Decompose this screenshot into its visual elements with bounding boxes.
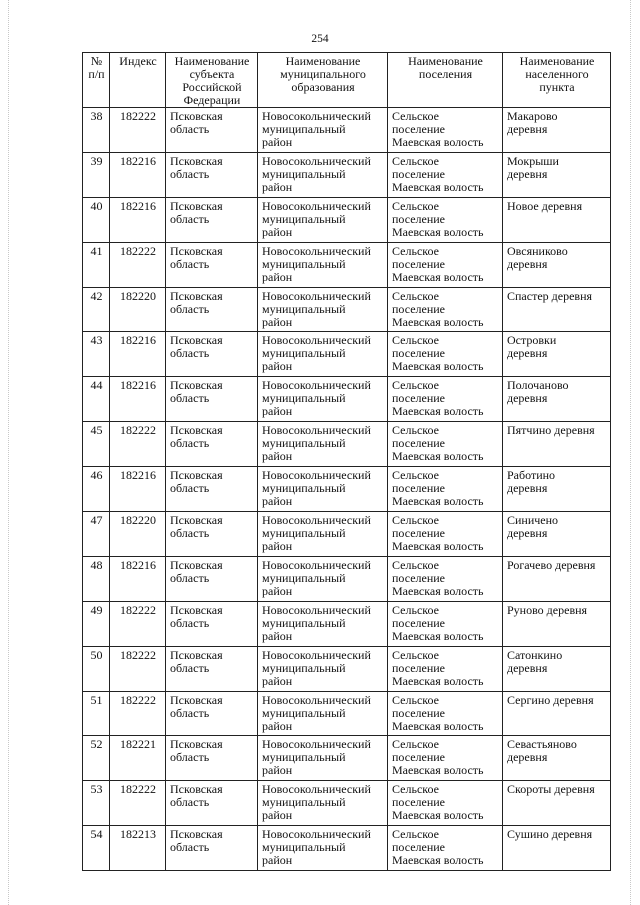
cell-num: 51 [83,691,110,736]
table-row [83,377,611,422]
cell-subject: Псковская область [166,826,258,871]
table-row [83,197,611,242]
cell-locality: Сергино деревня [503,691,611,736]
cell-num: 54 [83,826,110,871]
table-row [83,467,611,512]
cell-subject: Псковская область [166,197,258,242]
table-row [83,242,611,287]
table-row [83,691,611,736]
cell-index: 182222 [110,691,166,736]
cell-index: 182216 [110,197,166,242]
table-row [83,781,611,826]
page-number: 254 [311,33,329,45]
table-row [83,736,611,781]
cell-num: 42 [83,287,110,332]
cell-municipal: Новосокольнический муниципальный район [258,736,388,781]
table-row [83,512,611,557]
cell-settlement: Сельское поселение Маевская волость [388,601,503,646]
header-index: Индекс [110,53,166,108]
cell-subject: Псковская область [166,512,258,557]
cell-index: 182222 [110,601,166,646]
cell-num: 53 [83,781,110,826]
cell-locality: Рогачево деревня [503,556,611,601]
cell-settlement: Сельское поселение Маевская волость [388,691,503,736]
cell-settlement: Сельское поселение Маевская волость [388,826,503,871]
scan-edge-right [630,0,632,905]
cell-municipal: Новосокольнический муниципальный район [258,108,388,153]
cell-subject: Псковская область [166,601,258,646]
cell-subject: Псковская область [166,781,258,826]
cell-index: 182213 [110,826,166,871]
table-row [83,108,611,153]
cell-subject: Псковская область [166,646,258,691]
cell-index: 182220 [110,512,166,557]
cell-settlement: Сельское поселение Маевская волость [388,242,503,287]
cell-locality: Спастер деревня [503,287,611,332]
cell-settlement: Сельское поселение Маевская волость [388,512,503,557]
cell-municipal: Новосокольнический муниципальный район [258,691,388,736]
header-municipal: Наименование муниципального образования [258,53,388,108]
table-row [83,556,611,601]
table-row [83,826,611,871]
cell-index: 182216 [110,332,166,377]
header-locality: Наименование населенного пункта [503,53,611,108]
cell-num: 49 [83,601,110,646]
cell-locality: Мокрыши деревня [503,152,611,197]
cell-num: 45 [83,422,110,467]
cell-locality: Севастьяново деревня [503,736,611,781]
cell-settlement: Сельское поселение Маевская волость [388,422,503,467]
table-row [83,601,611,646]
cell-num: 41 [83,242,110,287]
cell-settlement: Сельское поселение Маевская волость [388,108,503,153]
cell-settlement: Сельское поселение Маевская волость [388,646,503,691]
cell-locality: Синичено деревня [503,512,611,557]
cell-locality: Руново деревня [503,601,611,646]
cell-index: 182216 [110,152,166,197]
cell-num: 47 [83,512,110,557]
cell-index: 182222 [110,242,166,287]
cell-municipal: Новосокольнический муниципальный район [258,242,388,287]
cell-locality: Островки деревня [503,332,611,377]
cell-subject: Псковская область [166,242,258,287]
cell-locality: Пятчино деревня [503,422,611,467]
cell-index: 182216 [110,556,166,601]
table-row [83,152,611,197]
cell-subject: Псковская область [166,556,258,601]
table-body [83,108,611,871]
cell-municipal: Новосокольнический муниципальный район [258,197,388,242]
cell-municipal: Новосокольнический муниципальный район [258,556,388,601]
cell-municipal: Новосокольнический муниципальный район [258,826,388,871]
cell-index: 182222 [110,781,166,826]
cell-index: 182222 [110,422,166,467]
cell-settlement: Сельское поселение Маевская волость [388,736,503,781]
cell-municipal: Новосокольнический муниципальный район [258,601,388,646]
cell-municipal: Новосокольнический муниципальный район [258,422,388,467]
header-subject: Наименование субъекта Российской Федерации [166,53,258,108]
cell-locality: Работино деревня [503,467,611,512]
table-header [83,53,611,108]
cell-municipal: Новосокольнический муниципальный район [258,646,388,691]
cell-num: 50 [83,646,110,691]
cell-num: 48 [83,556,110,601]
cell-subject: Псковская область [166,736,258,781]
cell-num: 38 [83,108,110,153]
cell-index: 182220 [110,287,166,332]
cell-index: 182222 [110,646,166,691]
cell-settlement: Сельское поселение Маевская волость [388,781,503,826]
cell-municipal: Новосокольнический муниципальный район [258,152,388,197]
cell-municipal: Новосокольнический муниципальный район [258,781,388,826]
cell-index: 182222 [110,108,166,153]
cell-settlement: Сельское поселение Маевская волость [388,332,503,377]
cell-subject: Псковская область [166,152,258,197]
cell-locality: Макарово деревня [503,108,611,153]
cell-settlement: Сельское поселение Маевская волость [388,197,503,242]
cell-settlement: Сельское поселение Маевская волость [388,467,503,512]
header-settlement: Наименование поселения [388,53,503,108]
table-row [83,646,611,691]
cell-index: 182216 [110,377,166,422]
header-num: № п/п [83,53,110,108]
cell-locality: Полочаново деревня [503,377,611,422]
cell-municipal: Новосокольнический муниципальный район [258,287,388,332]
settlements-table [82,52,611,871]
cell-locality: Сатонкино деревня [503,646,611,691]
cell-subject: Псковская область [166,287,258,332]
header-row [83,53,611,108]
cell-subject: Псковская область [166,691,258,736]
cell-subject: Псковская область [166,332,258,377]
cell-subject: Псковская область [166,467,258,512]
cell-municipal: Новосокольнический муниципальный район [258,332,388,377]
cell-num: 40 [83,197,110,242]
cell-locality: Сушино деревня [503,826,611,871]
table-row [83,422,611,467]
cell-num: 39 [83,152,110,197]
cell-index: 182216 [110,467,166,512]
cell-settlement: Сельское поселение Маевская волость [388,556,503,601]
cell-settlement: Сельское поселение Маевская волость [388,377,503,422]
cell-subject: Псковская область [166,377,258,422]
cell-settlement: Сельское поселение Маевская волость [388,152,503,197]
cell-num: 52 [83,736,110,781]
cell-index: 182221 [110,736,166,781]
cell-locality: Скороты деревня [503,781,611,826]
table-row [83,332,611,377]
table-row [83,287,611,332]
scan-edge-left [8,0,10,905]
cell-subject: Псковская область [166,422,258,467]
cell-municipal: Новосокольнический муниципальный район [258,512,388,557]
cell-municipal: Новосокольнический муниципальный район [258,467,388,512]
cell-subject: Псковская область [166,108,258,153]
cell-num: 46 [83,467,110,512]
cell-locality: Новое деревня [503,197,611,242]
cell-settlement: Сельское поселение Маевская волость [388,287,503,332]
cell-municipal: Новосокольнический муниципальный район [258,377,388,422]
cell-num: 43 [83,332,110,377]
cell-num: 44 [83,377,110,422]
cell-locality: Овсяниково деревня [503,242,611,287]
